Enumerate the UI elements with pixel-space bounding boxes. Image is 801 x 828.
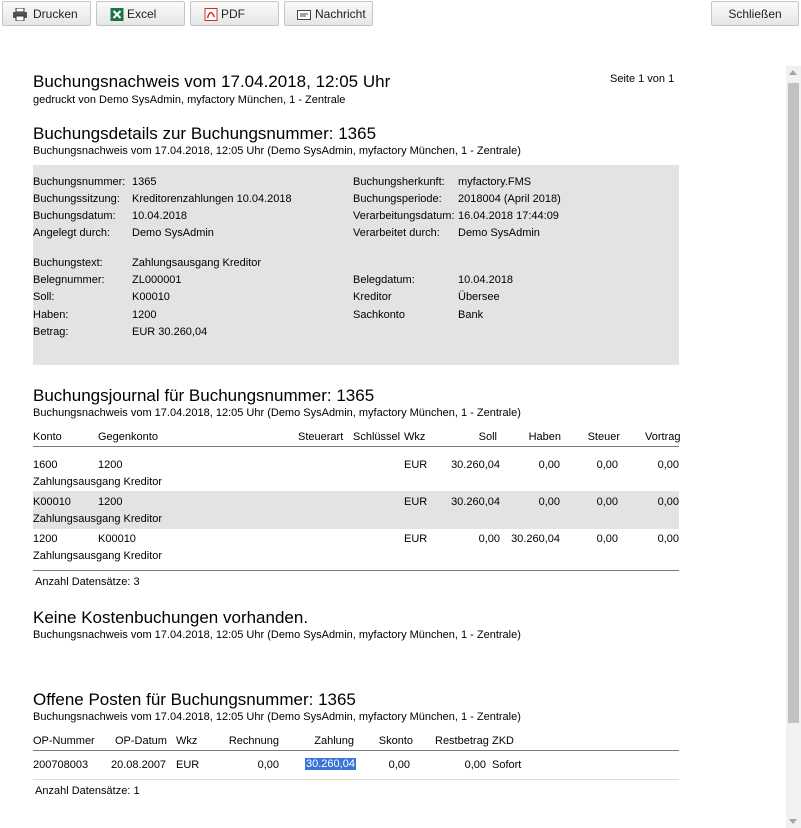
column-header: Schlüssel xyxy=(353,431,401,443)
column-header: Zahlung xyxy=(314,735,354,747)
detail-label: Betrag: xyxy=(33,326,69,338)
table-cell: 0,00 xyxy=(538,496,560,508)
pdf-icon xyxy=(203,8,219,21)
detail-value: Demo SysAdmin xyxy=(132,227,214,239)
pdf-label: PDF xyxy=(221,7,245,21)
detail-value: EUR 30.260,04 xyxy=(132,326,208,338)
selected-payment-cell[interactable]: 30.260,04 xyxy=(306,758,355,770)
column-header: Soll xyxy=(478,431,497,443)
detail-value: K00010 xyxy=(132,291,170,303)
table-cell: 0,00 xyxy=(596,496,618,508)
column-header: OP-Datum xyxy=(115,735,167,747)
detail-label: Buchungssitzung: xyxy=(33,193,120,205)
table-cell: K00010 xyxy=(33,496,71,508)
detail-label: Verarbeitungsdatum: xyxy=(353,210,455,222)
table-cell: 20.08.2007 xyxy=(111,759,167,771)
table-cell: Zahlungsausgang Kreditor xyxy=(33,476,163,488)
column-header: Wkz xyxy=(176,735,198,747)
kosten-subtitle: Buchungsnachweis vom 17.04.2018, 12:05 Uhr (Demo SysAdmin, myfactory München, 1 - Zentrale) xyxy=(33,629,521,641)
table-cell: 0,00 xyxy=(464,759,486,771)
table-cell: 0,00 xyxy=(657,496,679,508)
table-cell: Zahlungsausgang Kreditor xyxy=(33,550,163,562)
message-label: Nachricht xyxy=(315,7,366,21)
table-cell: 0,00 xyxy=(257,759,279,771)
op-title: Offene Posten für Buchungsnummer: 1365 xyxy=(33,690,356,709)
header-divider xyxy=(33,446,679,447)
detail-label: Verarbeitet durch: xyxy=(353,227,440,239)
detail-value: 2018004 (April 2018) xyxy=(458,193,561,205)
table-cell: EUR xyxy=(176,759,200,771)
table-cell: 200708003 xyxy=(33,759,89,771)
table-cell: 1200 xyxy=(33,533,58,545)
excel-button[interactable] xyxy=(96,1,185,26)
detail-value: Bank xyxy=(458,309,484,321)
page-number: Seite 1 von 1 xyxy=(610,73,675,85)
detail-value: Kreditorenzahlungen 10.04.2018 xyxy=(132,193,292,205)
detail-value: Übersee xyxy=(458,291,500,303)
column-header: Konto xyxy=(33,431,62,443)
details-title: Buchungsdetails zur Buchungsnummer: 1365 xyxy=(33,124,377,143)
detail-value: 10.04.2018 xyxy=(458,274,514,286)
table-cell: 30.260,04 xyxy=(451,496,500,508)
column-header: Wkz xyxy=(404,431,426,443)
detail-label: Buchungsherkunft: xyxy=(353,176,445,188)
scrollbar-thumb[interactable] xyxy=(788,83,799,723)
table-cell: K00010 xyxy=(98,533,136,545)
journal-subtitle: Buchungsnachweis vom 17.04.2018, 12:05 Uhr (Demo SysAdmin, myfactory München, 1 - Zentrale) xyxy=(33,407,521,419)
message-icon xyxy=(297,10,311,20)
pdf-button[interactable] xyxy=(190,1,279,26)
table-cell: 30.260,04 xyxy=(451,459,500,471)
table-cell: EUR xyxy=(404,533,428,545)
column-header: Haben xyxy=(528,431,561,443)
table-cell: 30.260,04 xyxy=(511,533,560,545)
detail-value: Demo SysAdmin xyxy=(458,227,540,239)
detail-value: 16.04.2018 17:44:09 xyxy=(458,210,559,222)
column-header: Steuer xyxy=(587,431,620,443)
op-subtitle: Buchungsnachweis vom 17.04.2018, 12:05 Uhr (Demo SysAdmin, myfactory München, 1 - Zentrale) xyxy=(33,711,521,723)
table-cell: 0,00 xyxy=(657,459,679,471)
detail-label: Buchungsperiode: xyxy=(353,193,442,205)
column-header: Steuerart xyxy=(298,431,344,443)
toolbar xyxy=(0,0,801,30)
table-cell: 0,00 xyxy=(478,533,500,545)
table-cell: 0,00 xyxy=(538,459,560,471)
detail-value: 1200 xyxy=(132,309,157,321)
detail-value: ZL000001 xyxy=(132,274,182,286)
column-header: Rechnung xyxy=(228,735,279,747)
close-label: Schließen xyxy=(728,7,782,21)
detail-label: Soll: xyxy=(33,291,55,303)
column-header: ZKD xyxy=(492,735,514,747)
table-cell: EUR xyxy=(404,459,428,471)
detail-label: Belegdatum: xyxy=(353,274,415,286)
count-value: 1 xyxy=(133,785,140,797)
detail-label: Kreditor xyxy=(353,291,392,303)
detail-label: Angelegt durch: xyxy=(33,227,111,239)
table-cell: EUR xyxy=(404,496,428,508)
detail-label: Haben: xyxy=(33,309,69,321)
table-cell: 0,00 xyxy=(657,533,679,545)
column-header: Restbetrag xyxy=(435,735,489,747)
column-header: OP-Nummer xyxy=(33,735,95,747)
scroll-up-icon[interactable] xyxy=(789,70,797,75)
detail-value: 1365 xyxy=(132,176,157,188)
close-button[interactable] xyxy=(711,1,799,26)
print-label: Drucken xyxy=(33,7,78,21)
table-cell: 0,00 xyxy=(388,759,410,771)
table-cell: 0,00 xyxy=(596,533,618,545)
record-count-label xyxy=(35,785,140,797)
table-cell: Sofort xyxy=(492,759,522,771)
printer-icon xyxy=(12,8,28,21)
kosten-title: Keine Kostenbuchungen vorhanden. xyxy=(33,608,309,627)
table-cell: 1200 xyxy=(98,496,123,508)
column-header: Skonto xyxy=(378,735,413,747)
table-footer-divider xyxy=(33,570,679,571)
column-header: Vortrag xyxy=(645,431,681,443)
column-header: Gegenkonto xyxy=(98,431,158,443)
printed-by: gedruckt von Demo SysAdmin, myfactory München, 1 - Zentrale xyxy=(33,94,346,106)
details-subtitle: Buchungsnachweis vom 17.04.2018, 12:05 Uhr (Demo SysAdmin, myfactory München, 1 - Zentrale) xyxy=(33,145,521,157)
journal-title: Buchungsjournal für Buchungsnummer: 1365 xyxy=(33,386,375,405)
detail-value: myfactory.FMS xyxy=(458,176,532,188)
table-cell: 1200 xyxy=(98,459,123,471)
count-label: Anzahl Datensätze: xyxy=(35,576,131,588)
record-count-label xyxy=(35,576,140,588)
detail-value: Zahlungsausgang Kreditor xyxy=(132,257,262,269)
table-cell: Zahlungsausgang Kreditor xyxy=(33,513,163,525)
table-footer-divider xyxy=(33,779,679,780)
excel-label: Excel xyxy=(127,7,157,21)
detail-value: 10.04.2018 xyxy=(132,210,188,222)
detail-label: Buchungstext: xyxy=(33,257,103,269)
detail-label: Sachkonto xyxy=(353,309,405,321)
table-cell: 1600 xyxy=(33,459,58,471)
detail-label: Buchungsnummer: xyxy=(33,176,126,188)
count-label: Anzahl Datensätze: xyxy=(35,785,131,797)
count-value: 3 xyxy=(133,576,140,588)
header-divider xyxy=(33,750,679,751)
message-button[interactable] xyxy=(284,1,373,26)
detail-label: Buchungsdatum: xyxy=(33,210,116,222)
excel-icon xyxy=(109,8,125,21)
scroll-down-icon[interactable] xyxy=(789,819,797,824)
page-title: Buchungsnachweis vom 17.04.2018, 12:05 Uhr xyxy=(33,72,391,91)
detail-label: Belegnummer: xyxy=(33,274,105,286)
scrollbar[interactable] xyxy=(786,66,801,828)
table-cell: 0,00 xyxy=(596,459,618,471)
print-button[interactable] xyxy=(2,1,91,26)
